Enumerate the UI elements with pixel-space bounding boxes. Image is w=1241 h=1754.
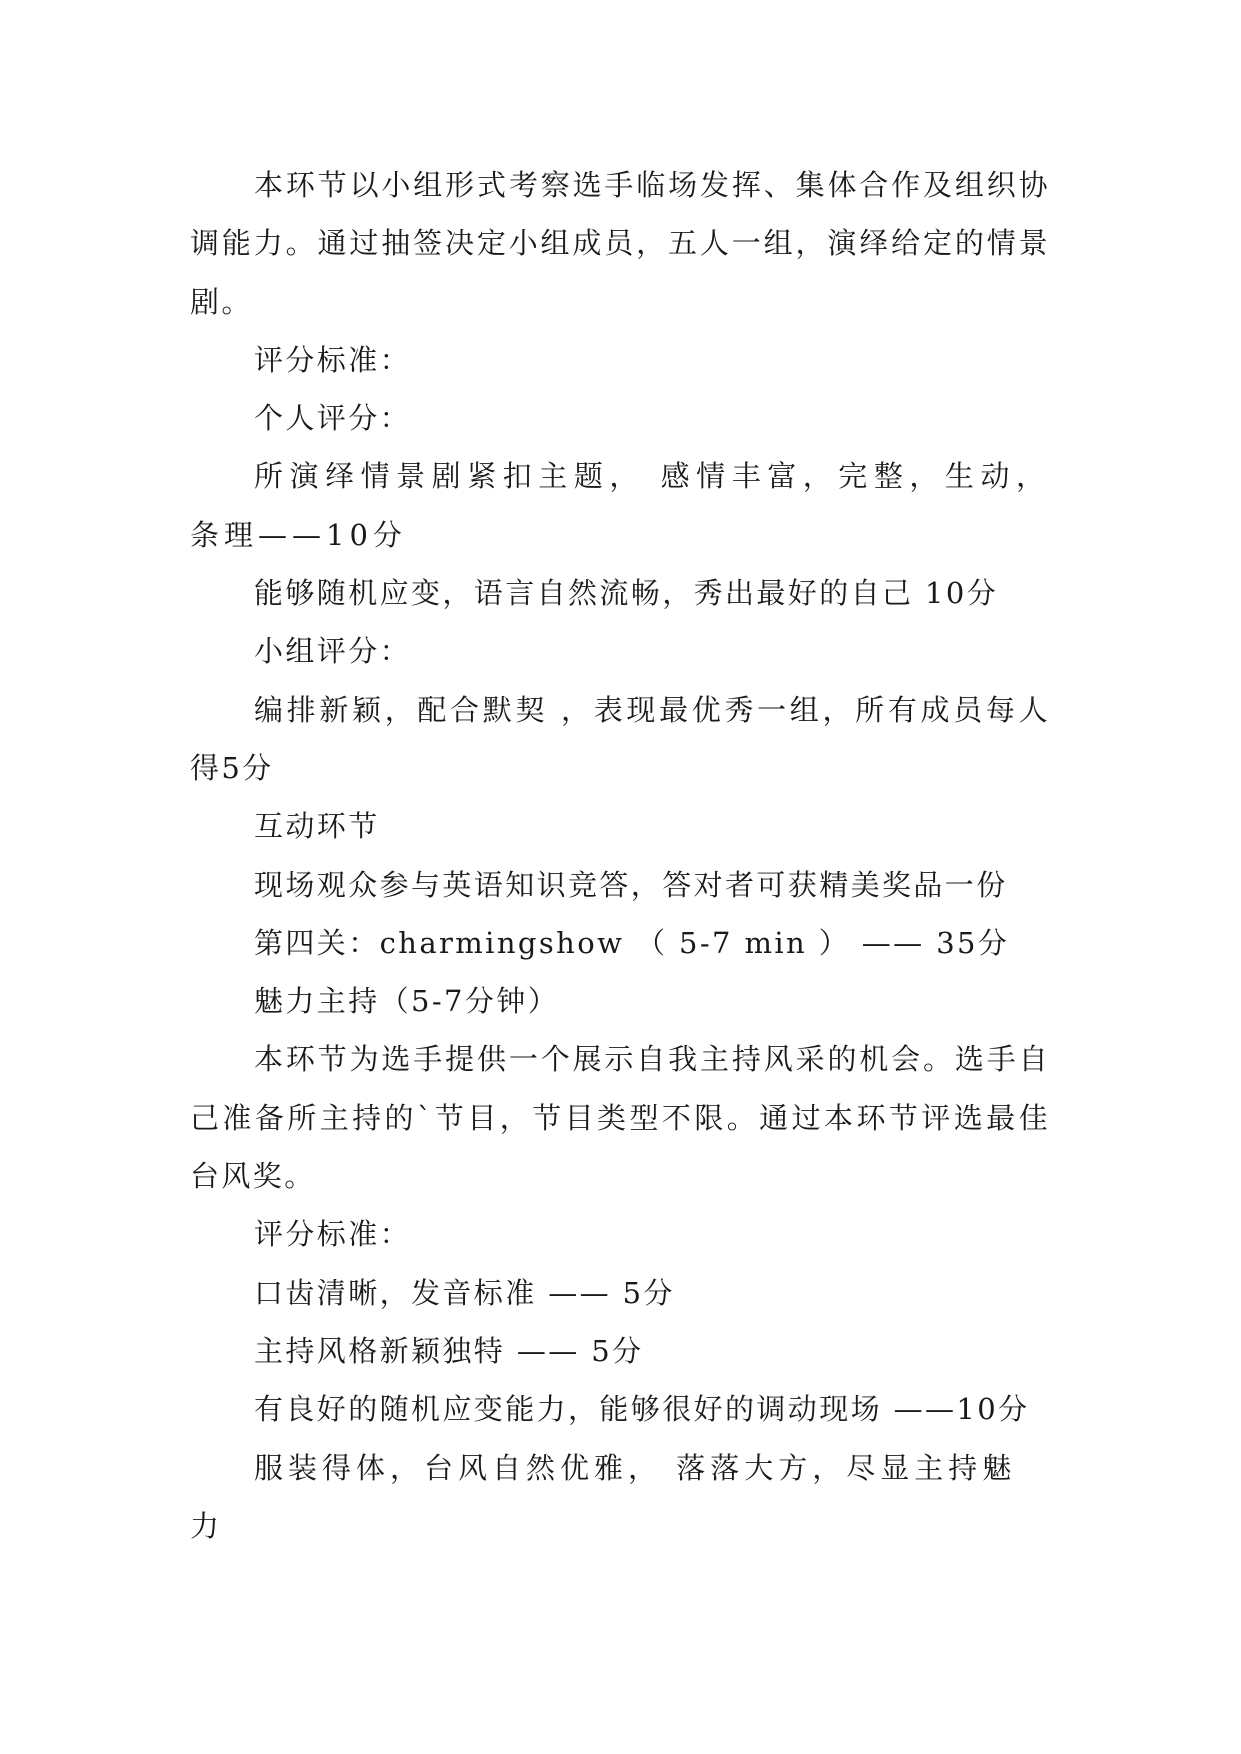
paragraph-group-heading: 小组评分： — [254, 634, 412, 669]
paragraph-group-criterion: 编排新颖，配合默契 ，表现最优秀一组，所有成员每人得5分 — [190, 692, 1050, 785]
paragraph-individual-criterion-1: 所演绎情景剧紧扣主题， 感情丰富，完整，生动，条理——10分 — [190, 459, 1050, 552]
document-body — [190, 156, 1050, 1555]
paragraph-hosting-criterion-4: 服装得体，台风自然优雅， 落落大方，尽显主持魅力 — [190, 1450, 1017, 1543]
paragraph-intro: 本环节以小组形式考察选手临场发挥、集体合作及组织协调能力。通过抽签决定小组成员，五人一组，演绎给定的情景剧。 — [190, 168, 1050, 319]
paragraph-individual-heading: 个人评分： — [254, 401, 412, 436]
paragraph-hosting-title: 魅力主持（5-7分钟） — [254, 984, 560, 1019]
paragraph-interaction-heading: 互动环节 — [254, 809, 380, 844]
paragraph-hosting-criterion-1: 口齿清晰，发音标准 —— 5分 — [254, 1275, 675, 1310]
paragraph-hosting-criterion-2: 主持风格新颖独特 —— 5分 — [254, 1333, 644, 1368]
paragraph-hosting-criterion-3: 有良好的随机应变能力，能够很好的调动现场 ——10分 — [254, 1392, 1030, 1427]
paragraph-scoring-heading-2: 评分标准： — [254, 1217, 412, 1252]
paragraph-hosting-desc: 本环节为选手提供一个展示自我主持风采的机会。选手自己准备所主持的`节目，节目类型不限。通过本环节评选最佳台风奖。 — [190, 1042, 1050, 1194]
paragraph-individual-criterion-2: 能够随机应变，语言自然流畅，秀出最好的自己 10分 — [254, 576, 999, 611]
paragraph-interaction-desc: 现场观众参与英语知识竞答，答对者可获精美奖品一份 — [254, 867, 1008, 902]
paragraph-scoring-heading: 评分标准： — [254, 342, 412, 377]
paragraph-round-four-title: 第四关：charmingshow （ 5-7 min ） —— 35分 — [254, 925, 1010, 960]
